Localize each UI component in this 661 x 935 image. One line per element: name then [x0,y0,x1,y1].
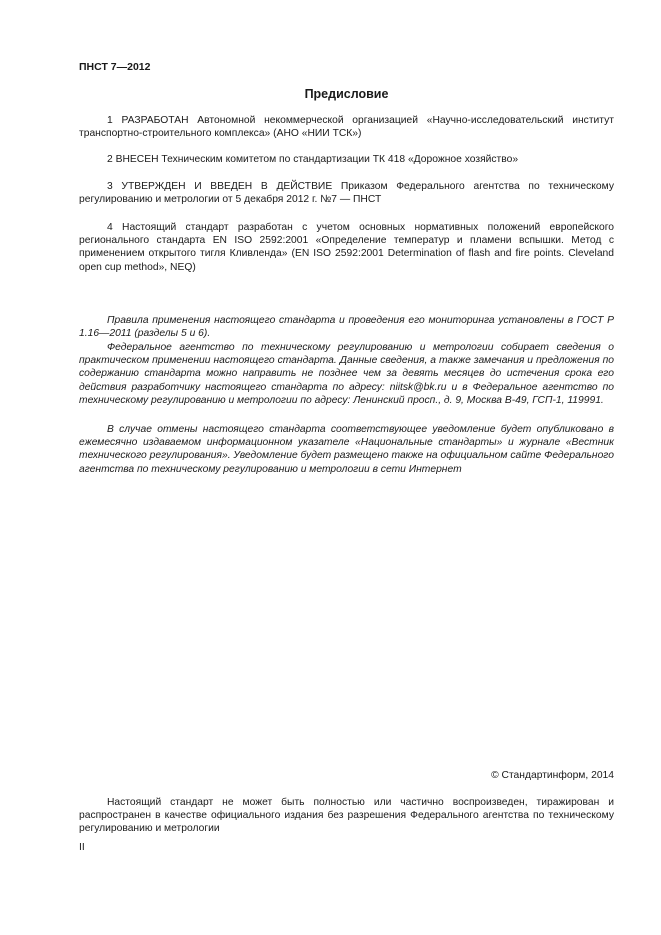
rights-notice: Настоящий стандарт не может быть полностью или частично воспроизведен, тиражирован и распространен в качестве официального издания без разрешения Федерального агентства по техническому регулированию и метрологии [79,797,614,835]
page-number: II [79,842,85,853]
notice-paragraph-3: В случае отмены настоящего стандарта соответствующее уведомление будет опубликовано в ежемесячно издаваемом информационном указателе «Национальные стандарты» и журнале «Вестник технического регулирования». Уведомление будет размещено также на официальном сайте Федерального агентства по техническому регулированию и метрологии в сети Интернет [79,424,614,475]
preface-item-4: 4 Настоящий стандарт разработан с учетом основных нормативных положений европейского регионального стандарта EN ISO 2592:2001 «Определение температур и пламени вспышки. Метод с применением открытого тигля Кливленда» (EN ISO 2592:2001 Determination of flash and fire points. Cleveland open cup method», NEQ) [79,222,614,273]
notice-paragraph-1: Правила применения настоящего стандарта и проведения его мониторинга установлены в ГОСТ Р 1.16—2011 (разделы 5 и 6). [79,315,614,340]
notice-paragraph-2: Федеральное агентство по техническому регулированию и метрологии собирает сведения о практическом применении настоящего стандарта. Данные сведения, а также замечания и предложения по содержанию стандарта можно направить не позднее чем за девять месяцев до истечения срока его действия разработчику настоящего стандарта по адресу: niitsk@bk.ru и в Федеральное агентство по техническому регулированию и метрологии по адресу: Ленинский просп., д. 9, Москва В-49, ГСП-1, 119991. [79,342,614,406]
copyright-line: © Стандартинформ, 2014 [491,770,614,781]
document-id: ПНСТ 7—2012 [79,61,151,73]
page-title: Предисловие [304,87,389,101]
preface-item-1: 1 РАЗРАБОТАН Автономной некоммерческой организацией «Научно-исследовательский институт транспортно-строительного комплекса» (АНО «НИИ ТСК») [79,115,614,140]
preface-item-2: 2 ВНЕСЕН Техническим комитетом по стандартизации ТК 418 «Дорожное хозяйство» [107,154,519,165]
preface-item-3: 3 УТВЕРЖДЕН И ВВЕДЕН В ДЕЙСТВИЕ Приказом Федерального агентства по техническому регулированию и метрологии от 5 декабря 2012 г. №7 — ПНСТ [79,181,614,206]
